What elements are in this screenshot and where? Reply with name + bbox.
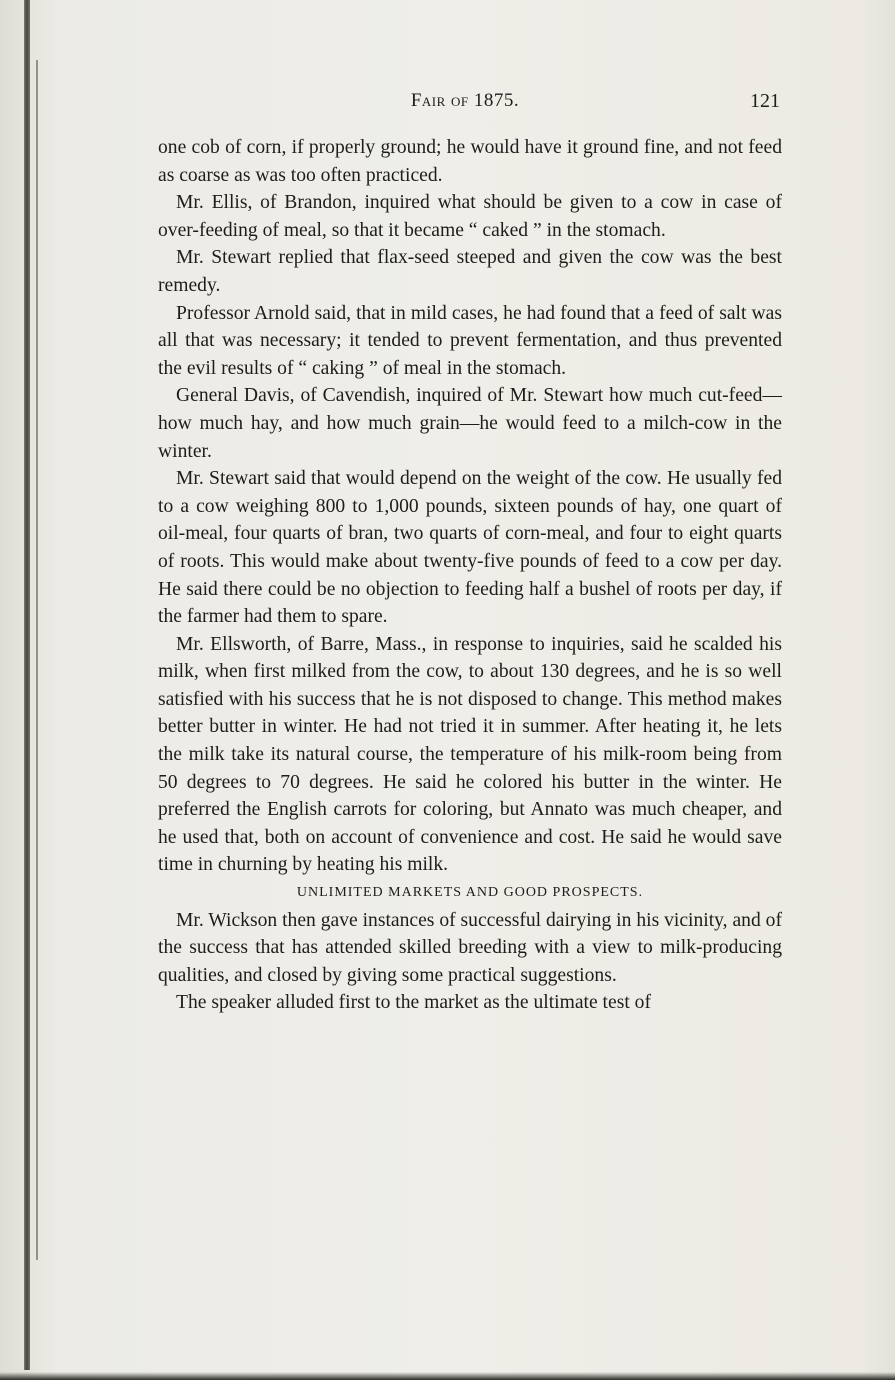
paragraph: Mr. Stewart replied that flax-seed steeped and given the cow was the best remedy. xyxy=(158,247,782,296)
page-bottom-edge xyxy=(0,1372,895,1380)
running-title: Fair of 1875. xyxy=(410,90,520,111)
page-number: 121 xyxy=(750,90,780,112)
paragraph: Professor Arnold said, that in mild cases, he had found that a feed of salt was all that was necessary; it tended to prevent fermentation, and thus prevented the evil results of “ caking ” of meal in the stomach. xyxy=(158,302,782,379)
body-text xyxy=(158,134,782,1017)
paragraph: Mr. Wickson then gave instances of successful dairying in his vicinity, and of the success that has attended skilled breeding with a view to milk-producing qualities, and closed by giving some practical suggestions. xyxy=(158,909,782,986)
section-heading: UNLIMITED MARKETS AND GOOD PROSPECTS. xyxy=(296,885,644,901)
page-header xyxy=(150,90,780,120)
paragraph: General Davis, of Cavendish, inquired of Mr. Stewart how much cut-feed—how much hay, and how much grain—he would feed to a milch-cow in the winter. xyxy=(158,385,782,462)
paragraph: Mr. Ellsworth, of Barre, Mass., in response to inquiries, said he scalded his milk, when first milked from the cow, to about 130 degrees, and he is so well satisfied with his success that he is not disposed to change. This method makes better butter in winter. He had not tried it in summer. After heating it, he lets the milk take its natural course, the temperature of his milk-room being from 50 degrees to 70 degrees. He said he colored his butter in the winter. He preferred the English carrots for coloring, but Annato was much cheaper, and he used that, both on account of convenience and cost. He said he would save time in churning by heating his milk. xyxy=(158,633,782,876)
binding-shadow-line xyxy=(36,60,38,1260)
paragraph: one cob of corn, if properly ground; he would have it ground fine, and not feed as coarse as was too often practiced. xyxy=(158,137,782,186)
binding-edge xyxy=(24,0,30,1370)
paragraph: The speaker alluded first to the market as the ultimate test of xyxy=(176,992,651,1014)
paragraph: Mr. Stewart said that would depend on the weight of the cow. He usually fed to a cow weighing 800 to 1,000 pounds, sixteen pounds of hay, one quart of oil-meal, four quarts of bran, two quarts of corn-meal, and four to eight quarts of roots. This would make about twenty-five pounds of feed to a cow per day. He said there could be no objection to feeding half a bushel of roots per day, if the farmer had them to spare. xyxy=(158,468,782,628)
paragraph: Mr. Ellis, of Brandon, inquired what should be given to a cow in case of over-feeding of meal, so that it became “ caked ” in the stomach. xyxy=(158,192,782,241)
